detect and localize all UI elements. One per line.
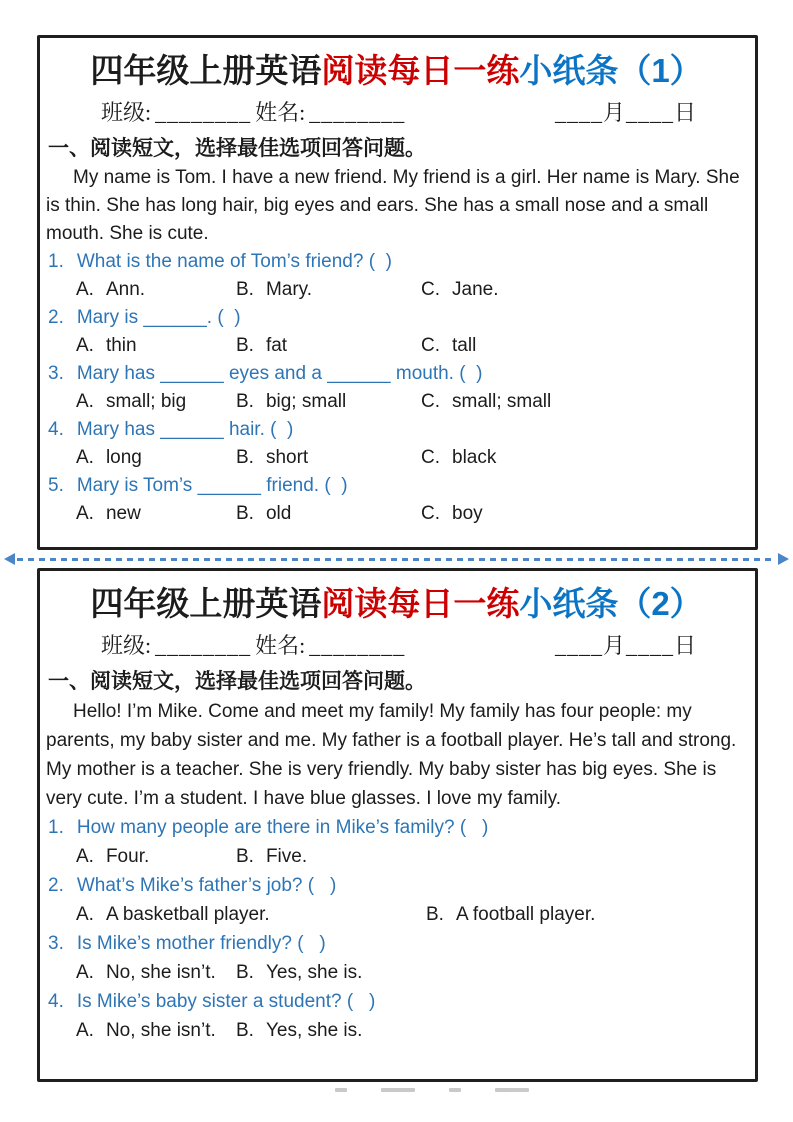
meta-left <box>101 629 409 663</box>
options-row <box>46 900 747 929</box>
option-a: A. No, she isn’t. <box>76 1020 216 1041</box>
option-a: A. long <box>76 447 142 468</box>
question-text: What is the name of Tom’s friend? ( ) <box>76 251 392 272</box>
title-part-black: 四年级上册英语 <box>90 52 322 89</box>
question-1 <box>46 813 747 842</box>
question-3 <box>46 929 747 958</box>
option-c: C. small; small <box>421 391 552 412</box>
cut-line-divider <box>4 553 789 565</box>
option-b: B. A football player. <box>426 904 596 925</box>
question-4 <box>46 987 747 1016</box>
question-number: 1. <box>48 817 64 838</box>
options-row <box>46 500 747 528</box>
options-row <box>46 444 747 472</box>
question-text: Mary has ______ eyes and a ______ mouth. ( ) <box>76 363 483 384</box>
dashed-line <box>17 558 776 561</box>
option-a: A. Four. <box>76 846 150 867</box>
options-row <box>46 332 747 360</box>
options-row <box>46 958 747 987</box>
question-4 <box>46 416 747 444</box>
question-number: 3. <box>48 363 64 384</box>
date-blank-line: ____月____日 <box>554 633 697 658</box>
question-2 <box>46 871 747 900</box>
option-b: B. fat <box>236 335 288 356</box>
options-row <box>46 1016 747 1045</box>
class-label: 班级: <box>101 633 152 658</box>
option-b: B. Five. <box>236 846 308 867</box>
options-row <box>46 842 747 871</box>
reading-passage: My name is Tom. I have a new friend. My friend is a girl. Her name is Mary. She is thin. She has long hair, big eyes and ears. She has a small nose and a small mouth. She is cute. <box>46 167 745 244</box>
meta-left <box>101 96 409 130</box>
question-number: 2. <box>48 875 64 896</box>
option-b: B. Yes, she is. <box>236 962 363 983</box>
meta-row <box>46 627 747 663</box>
question-text: How many people are there in Mike’s family? ( ) <box>76 817 489 838</box>
footer-watermark <box>335 1088 529 1092</box>
option-c: C. boy <box>421 503 483 524</box>
cut-arrow-left-icon <box>4 553 15 565</box>
title-part-red: 阅读每日一练 <box>321 52 520 89</box>
title-part-red: 阅读每日一练 <box>321 585 520 622</box>
option-a: A. new <box>76 503 141 524</box>
question-1 <box>46 248 747 276</box>
question-text: Is Mike’s baby sister a student? ( ) <box>76 991 376 1012</box>
question-5 <box>46 472 747 500</box>
options-row <box>46 388 747 416</box>
worksheet-title-1 <box>46 48 747 94</box>
worksheet-title-2 <box>46 581 747 627</box>
option-b: B. short <box>236 447 309 468</box>
name-blank-line: ________ <box>309 633 406 658</box>
title-part-blue: 小纸条（2） <box>519 585 703 622</box>
cut-arrow-right-icon <box>778 553 789 565</box>
name-label: 姓名: <box>255 633 306 658</box>
option-c: C. tall <box>421 335 477 356</box>
question-text: Mary is ______. ( ) <box>76 307 241 328</box>
option-b: B. Yes, she is. <box>236 1020 363 1041</box>
title-part-blue: 小纸条（1） <box>519 52 703 89</box>
question-2 <box>46 304 747 332</box>
question-number: 2. <box>48 307 64 328</box>
option-c: C. black <box>421 447 497 468</box>
option-b: B. old <box>236 503 292 524</box>
option-a: A. thin <box>76 335 137 356</box>
option-a: A. A basketball player. <box>76 904 270 925</box>
question-text: What’s Mike’s father’s job? ( ) <box>76 875 337 896</box>
date-blank-line: ____月____日 <box>554 100 697 125</box>
class-blank-line: ________ <box>155 633 252 658</box>
section-heading: 一、阅读短文，选择最佳选项回答问题。 <box>48 136 426 160</box>
question-number: 3. <box>48 933 64 954</box>
name-blank-line: ________ <box>309 100 406 125</box>
question-text: Mary has ______ hair. ( ) <box>76 419 294 440</box>
class-label: 班级: <box>101 100 152 125</box>
meta-row <box>46 94 747 130</box>
question-number: 1. <box>48 251 64 272</box>
section-heading: 一、阅读短文，选择最佳选项回答问题。 <box>48 669 426 693</box>
title-part-black: 四年级上册英语 <box>90 585 322 622</box>
name-label: 姓名: <box>255 100 306 125</box>
question-number: 4. <box>48 419 64 440</box>
option-b: B. big; small <box>236 391 347 412</box>
worksheet-card-2 <box>37 568 758 1082</box>
worksheet-card-1 <box>37 35 758 550</box>
question-number: 4. <box>48 991 64 1012</box>
question-text: Mary is Tom’s ______ friend. ( ) <box>76 475 348 496</box>
question-3 <box>46 360 747 388</box>
question-number: 5. <box>48 475 64 496</box>
class-blank-line: ________ <box>155 100 252 125</box>
question-text: Is Mike’s mother friendly? ( ) <box>76 933 326 954</box>
option-a: A. Ann. <box>76 279 146 300</box>
option-a: A. small; big <box>76 391 187 412</box>
options-row <box>46 276 747 304</box>
reading-passage: Hello! I’m Mike. Come and meet my family! My family has four people: my parents, my baby sister and me. My father is a football player. He’s tall and strong. My mother is a teacher. She is very friendly. My baby sister has big eyes. She is very cute. I’m a student. I have blue glasses. I love my family. <box>46 701 742 809</box>
option-b: B. Mary. <box>236 279 313 300</box>
option-a: A. No, she isn’t. <box>76 962 216 983</box>
option-c: C. Jane. <box>421 279 499 300</box>
